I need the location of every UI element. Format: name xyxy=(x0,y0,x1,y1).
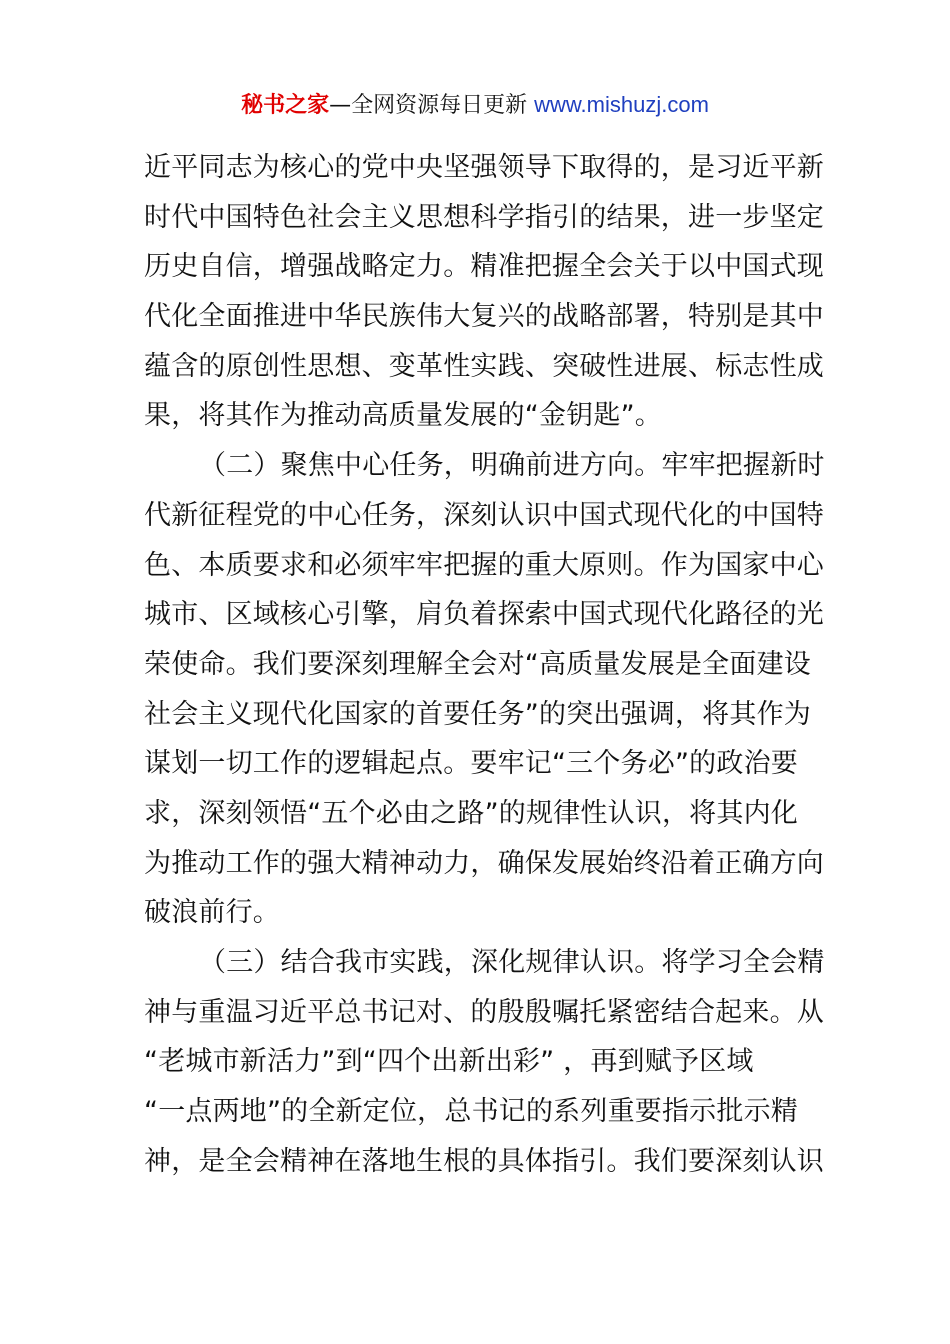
text-line: 求，深刻领悟“五个必由之路”的规律性认识，将其内化 xyxy=(144,797,798,829)
text-line: 神，是全会精神在落地生根的具体指引。我们要深刻认识 xyxy=(144,1145,824,1177)
site-url[interactable]: www.mishuzj.com xyxy=(534,92,709,117)
text-line: 果，将其作为推动高质量发展的“金钥匙”。 xyxy=(144,400,662,432)
text-line: 城市、区域核心引擎，肩负着探索中国式现代化路径的光 xyxy=(144,599,824,631)
text-line: 色、本质要求和必须牢牢把握的重大原则。作为国家中心 xyxy=(144,549,824,581)
section-heading-line: （三）结合我市实践，深化规律认识。将学习全会精 xyxy=(199,947,825,978)
text-line: “一点两地”的全新定位，总书记的系列重要指示批示精 xyxy=(144,1096,798,1128)
text-line: 历史自信，增强战略定力。精准把握全会关于以中国式现 xyxy=(144,251,824,283)
text-line: 时代中国特色社会主义思想科学指引的结果，进一步坚定 xyxy=(144,201,824,233)
brand-name: 秘书之家 xyxy=(241,93,330,118)
header-tagline: —全网资源每日更新 xyxy=(329,93,535,118)
document-body xyxy=(144,143,825,1186)
text-line: 破浪前行。 xyxy=(144,897,280,929)
text-line: 为推动工作的强大精神动力，确保发展始终沿着正确方向 xyxy=(144,847,824,879)
page-header xyxy=(0,88,950,123)
section-heading-line: （二）聚焦中心任务，明确前进方向。牢牢把握新时 xyxy=(199,450,825,482)
text-line: “老城市新活力”到“四个出新出彩” ，再到赋予区域 xyxy=(144,1046,754,1078)
text-line: 代新征程党的中心任务，深刻认识中国式现代化的中国特 xyxy=(144,499,824,531)
text-line: 荣使命。我们要深刻理解全会对“高质量发展是全面建设 xyxy=(144,648,811,680)
text-line: 社会主义现代化国家的首要任务”的突出强调，将其作为 xyxy=(144,698,811,730)
text-line: 谋划一切工作的逻辑起点。要牢记“三个务必”的政治要 xyxy=(144,748,798,780)
text-line: 蕴含的原创性思想、变革性实践、突破性进展、标志性成 xyxy=(144,350,824,382)
text-line: 近平同志为核心的党中央坚强领导下取得的，是习近平新 xyxy=(144,152,824,183)
text-line: 神与重温习近平总书记对、的殷殷嘱托紧密结合起来。从 xyxy=(144,996,824,1028)
text-line: 代化全面推进中华民族伟大复兴的战略部署，特别是其中 xyxy=(144,301,824,333)
